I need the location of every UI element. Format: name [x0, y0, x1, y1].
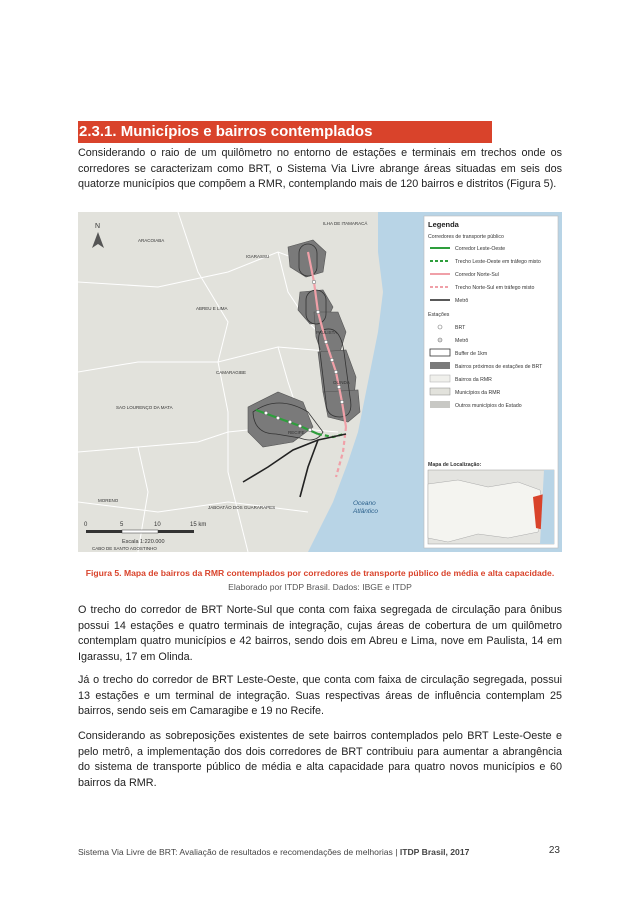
ocean-label-2: Atlântico	[353, 508, 378, 515]
label-cabo: CABO DE SANTO AGOSTINHO	[92, 546, 157, 551]
footer-text: Sistema Via Livre de BRT: Avaliação de resultados e recomendações de melhorias |	[78, 847, 400, 857]
figure-map	[78, 212, 562, 552]
label-igarassu: IGARASSU	[246, 254, 270, 259]
scale-tick-10: 10	[154, 522, 161, 528]
label-camaragibe: CAMARAGIBE	[216, 370, 247, 375]
footer	[78, 847, 469, 857]
label-abreu: ABREU E LIMA	[196, 306, 228, 311]
paragraph-norte-sul: O trecho do corredor de BRT Norte-Sul que conta com faixa segregada de circulação para ônibus possui 14 estações e quatro terminais de integração, cujas áreas de cobertura de um quilômetro contemplam quatro municípios e 42 bairros, sendo dois em Abreu e Lima, nove em Paulista, 14 em Igarassu, 17 em Olinda.	[78, 604, 562, 663]
legend-ns: Corredor Norte-Sul	[455, 272, 499, 278]
section-title: 2.3.1. Municípios e bairros contemplados	[78, 121, 492, 143]
legend-station-brt: BRT	[455, 325, 466, 331]
map-svg	[78, 212, 562, 552]
figure-caption: Figura 5. Mapa de bairros da RMR contemplados por corredores de transporte público de média e alta capacidade.	[85, 568, 555, 578]
scale-tick-0: 0	[84, 522, 88, 528]
map-legend	[424, 216, 558, 548]
paragraph-conclusion: Considerando as sobreposições existentes de sete bairros contemplados pelo BRT Leste-Oeste e pelo metrô, a implementação dos dois corredores de BRT contribuiu para aumentar a abrangência do sistema de transporte público de média e alta capacidade para quatro novos municípios e 60 bairros da RMR.	[78, 730, 562, 789]
scale-tick-5: 5	[120, 522, 124, 528]
legend-metro: Metrô	[455, 298, 469, 304]
legend-lo-mixed: Trecho Leste-Oeste em tráfego misto	[455, 259, 541, 265]
label-olinda: OLINDA	[333, 380, 350, 385]
location-inset-map	[428, 470, 554, 544]
paragraph-leste-oeste: Já o trecho do corredor de BRT Leste-Oeste, que conta com faixa de circulação segregada, possui 13 estações e um terminal de integração. Suas respectivas áreas de influência contemplam 25 bairros, sendo seis em Camaragibe e 19 no Recife.	[78, 674, 562, 717]
legend-municipios-rmr: Municípios da RMR	[455, 390, 501, 396]
page-number: 23	[548, 845, 560, 856]
legend-station-metro: Metrô	[455, 338, 469, 344]
legend-outros: Outros municípios do Estado	[455, 403, 522, 409]
label-itamaraca: ILHA DE ITAMARACÁ	[323, 221, 368, 226]
legend-lo: Corredor Leste-Oeste	[455, 246, 506, 252]
legend-bairros-prox: Bairros próximos de estações de BRT	[455, 364, 543, 370]
legend-bairros-rmr: Bairros da RMR	[455, 377, 492, 383]
label-paulista: PAULISTA	[316, 330, 338, 335]
ocean-label-1: Oceano	[353, 500, 376, 507]
label-sao-lourenco: SAO LOURENÇO DA MATA	[116, 405, 173, 410]
label-recife: RECIFE	[288, 430, 305, 435]
legend-corridors-heading: Corredores de transporte público	[428, 234, 504, 240]
scale-tick-15: 15 km	[190, 522, 207, 528]
legend-location-title: Mapa de Localização:	[428, 462, 482, 468]
north-label: N	[95, 223, 101, 230]
label-moreno: MORENO	[98, 498, 119, 503]
label-jaboatao: JABOATÃO DOS GUARARAPES	[208, 505, 276, 510]
legend-ns-mixed: Trecho Norte-Sul em tráfego misto	[455, 285, 535, 291]
figure-source: Elaborado por ITDP Brasil. Dados: IBGE e ITDP	[228, 582, 412, 592]
paragraph-intro: Considerando o raio de um quilômetro no entorno de estações e terminais em trechos onde os corredores se caracterizam como BRT, o Sistema Via Livre abrange áreas situadas em seis dos quatorze municípios que compõem a RMR, contemplando mais de 120 bairros e distritos (Figura 5).	[78, 147, 562, 190]
legend-stations-heading: Estações	[428, 312, 450, 318]
scale-label: Escala 1:220.000	[122, 539, 165, 545]
legend-title: Legenda	[428, 220, 459, 229]
legend-buffer: Buffer de 1km	[455, 351, 488, 357]
footer-brand: ITDP Brasil, 2017	[399, 847, 470, 857]
label-aracoiaba: ARACOIABA	[138, 238, 165, 243]
